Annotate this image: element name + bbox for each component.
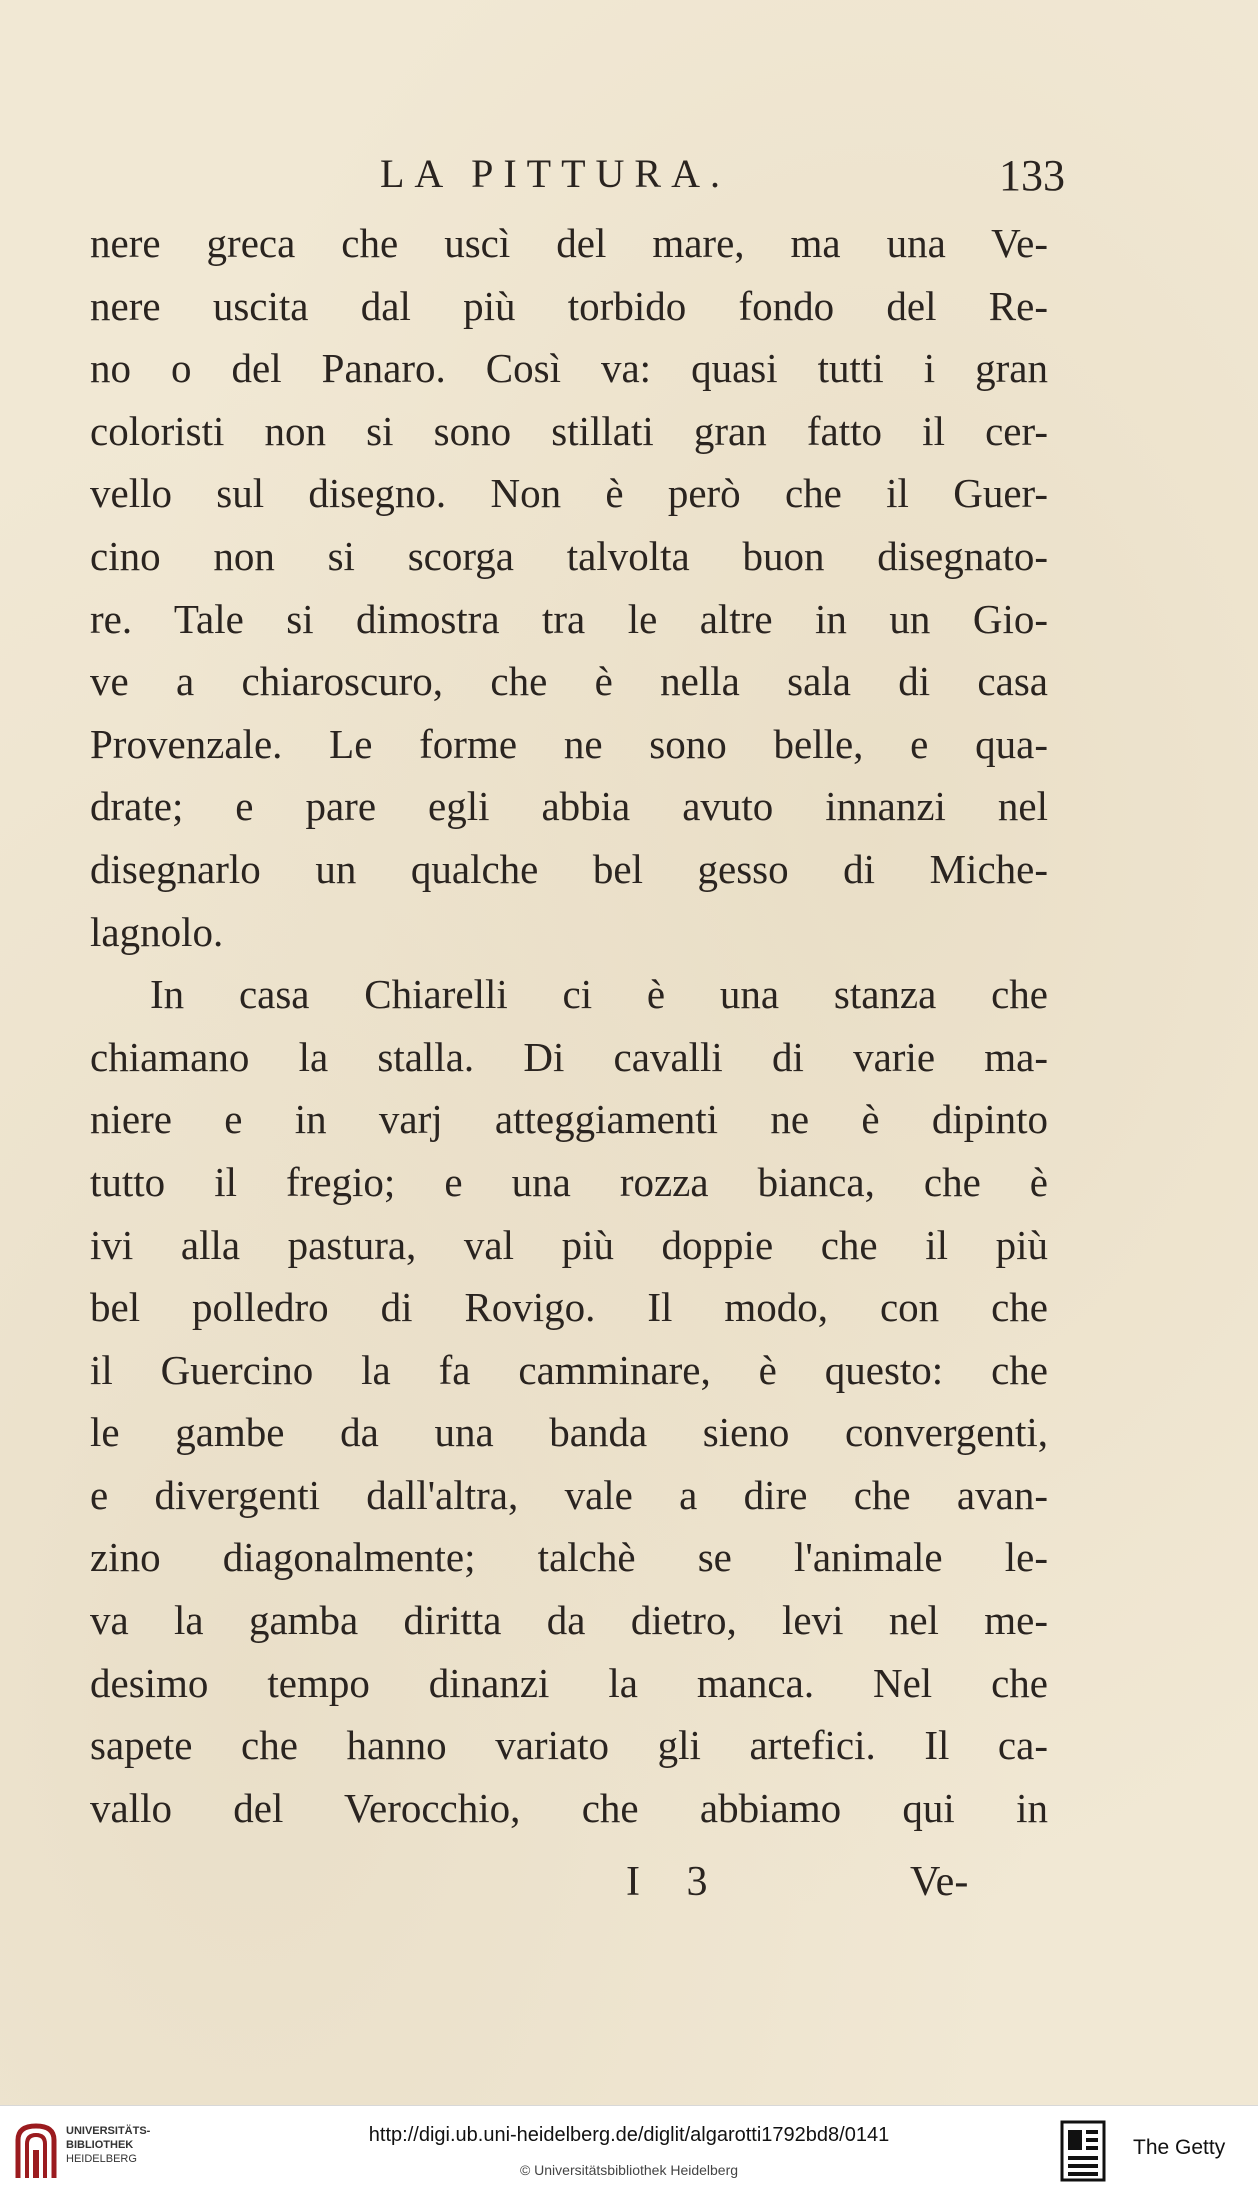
page-number: 133 <box>999 151 1065 200</box>
text-line: vello sul disegno. Non è però che il Guer- <box>90 470 1048 517</box>
library-name: UNIVERSITÄTS- BIBLIOTHEK HEIDELBERG <box>66 2125 151 2165</box>
text-line: bel polledro di Rovigo. Il modo, con che <box>90 1284 1048 1331</box>
text-line: le gambe da una banda sieno convergenti, <box>90 1409 1048 1456</box>
text-line: In casa Chiarelli ci è una stanza che <box>150 971 1048 1018</box>
permalink-url[interactable]: http://digi.ub.uni-heidelberg.de/diglit/algarotti1792bd8/0141 <box>368 2124 890 2146</box>
digitization-footer <box>0 2105 1258 2194</box>
signature-mark: I 3 <box>626 1859 726 1905</box>
text-line: disegnarlo un qualche bel gesso di Miche- <box>90 845 1048 892</box>
text-line: e divergenti dall'altra, vale a dire che avan- <box>90 1471 1048 1518</box>
running-head: LA PITTURA. <box>380 151 730 196</box>
text-line: Provenzale. Le forme ne sono belle, e qua- <box>90 720 1048 767</box>
text-line: zino diagonalmente; talchè se l'animale le- <box>90 1534 1048 1581</box>
text-line: re. Tale si dimostra tra le altre in un Gio- <box>90 595 1048 642</box>
text-line: desimo tempo dinanzi la manca. Nel che <box>90 1659 1048 1706</box>
text-line: drate; e pare egli abbia avuto innanzi nel <box>90 783 1048 830</box>
catchword: Ve- <box>910 1859 969 1905</box>
text-line: va la gamba diritta da dietro, levi nel me- <box>90 1597 1048 1644</box>
text-line: cino non si scorga talvolta buon disegnato- <box>90 532 1048 579</box>
body-text <box>90 212 1048 1839</box>
copyright-notice: © Universitätsbibliothek Heidelberg <box>519 2162 739 2178</box>
text-line: il Guercino la fa camminare, è questo: che <box>90 1346 1048 1393</box>
text-line: lagnolo. <box>90 908 224 955</box>
getty-logo-icon <box>1060 2120 1106 2182</box>
text-line: nere greca che uscì del mare, ma una Ve- <box>90 220 1048 266</box>
text-line: nere uscita dal più torbido fondo del Re- <box>90 282 1048 329</box>
text-line: ve a chiaroscuro, che è nella sala di casa <box>90 658 1048 705</box>
page-header <box>90 150 1065 200</box>
text-line: vallo del Verocchio, che abbiamo qui in <box>90 1784 1048 1831</box>
text-line: chiamano la stalla. Di cavalli di varie ma- <box>90 1033 1048 1080</box>
page-footer-line <box>90 1858 1048 1918</box>
text-line: coloristi non si sono stillati gran fatto il cer- <box>90 407 1048 454</box>
text-line: sapete che hanno variato gli artefici. Il ca- <box>90 1722 1048 1769</box>
partner-name: The Getty <box>1133 2136 1226 2159</box>
text-line: niere e in varj atteggiamenti ne è dipinto <box>90 1096 1048 1143</box>
text-line: tutto il fregio; e una rozza bianca, che è <box>90 1158 1048 1205</box>
text-line: ivi alla pastura, val più doppie che il più <box>90 1221 1048 1268</box>
text-line: no o del Panaro. Così va: quasi tutti i gran <box>90 345 1048 392</box>
